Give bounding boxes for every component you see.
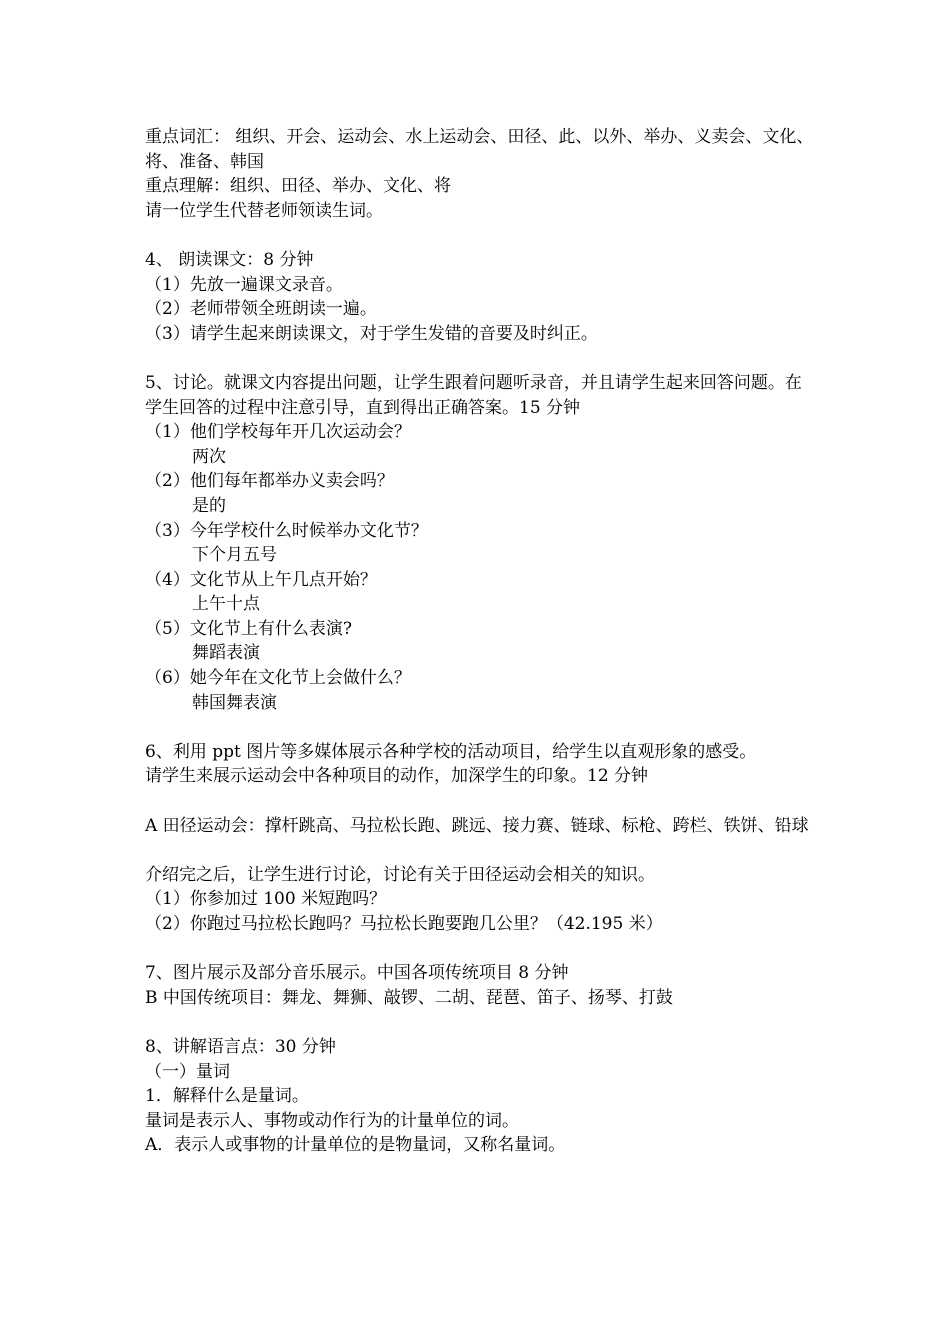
text-line: B 中国传统项目：舞龙、舞狮、敲锣、二胡、琵琶、笛子、扬琴、打鼓 bbox=[145, 987, 673, 1008]
text-line: 5、讨论。就课文内容提出问题，让学生跟着问题听录音，并且请学生起来回答问题。在学生回答的过程中注意引导，直到得出正确答案。15 分钟 bbox=[145, 372, 802, 418]
text-line: （1）他们学校每年开几次运动会？ bbox=[145, 422, 411, 443]
text-line: 介绍完之后，让学生进行讨论，讨论有关于田径运动会相关的知识。 bbox=[145, 864, 655, 885]
text-line: 1．解释什么是量词。 bbox=[145, 1086, 309, 1107]
blank-line bbox=[145, 1010, 815, 1035]
text-line: A．表示人或事物的计量单位的是物量词，又称名量词。 bbox=[145, 1135, 566, 1156]
text-line: （2）你跑过马拉松长跑吗？马拉松长跑要跑几公里？（42.195 米） bbox=[145, 914, 663, 934]
answer-line: 上午十点 bbox=[192, 594, 260, 615]
text-line: A 田径运动会：撑杆跳高、马拉松长跑、跳远、接力赛、链球、标枪、跨栏、铁饼、铅球 bbox=[145, 815, 809, 836]
document-body bbox=[145, 125, 815, 1158]
blank-line bbox=[145, 223, 815, 248]
blank-line bbox=[145, 789, 815, 814]
blank-line bbox=[145, 346, 815, 371]
answer-line: 两次 bbox=[192, 446, 226, 467]
text-line: （3）请学生起来朗读课文，对于学生发错的音要及时纠正。 bbox=[145, 323, 598, 344]
text-line: 量词是表示人、事物或动作行为的计量单位的词。 bbox=[145, 1110, 519, 1131]
answer-line: 韩国舞表演 bbox=[192, 692, 277, 713]
text-line: （一）量词 bbox=[145, 1061, 230, 1082]
text-line: （6）她今年在文化节上会做什么？ bbox=[145, 668, 411, 689]
text-line: （1）你参加过 100 米短跑吗？ bbox=[145, 889, 387, 910]
text-line: 7、图片展示及部分音乐展示。中国各项传统项目 8 分钟 bbox=[145, 963, 569, 984]
answer-line: 舞蹈表演 bbox=[192, 643, 260, 664]
text-line: （2）他们每年都举办义卖会吗？ bbox=[145, 471, 394, 492]
text-line: （2）老师带领全班朗读一遍。 bbox=[145, 299, 377, 320]
blank-line bbox=[145, 715, 815, 740]
blank-line bbox=[145, 838, 815, 863]
text-line: （3）今年学校什么时候举办文化节？ bbox=[145, 520, 428, 541]
blank-line bbox=[145, 937, 815, 962]
text-line: 6、利用 ppt 图片等多媒体展示各种学校的活动项目，给学生以直观形象的感受。 bbox=[145, 741, 757, 762]
text-line: （5）文化节上有什么表演? bbox=[145, 618, 352, 639]
text-line: 重点理解：组织、田径、举办、文化、将 bbox=[145, 176, 451, 197]
text-line: 4、 朗读课文：8 分钟 bbox=[145, 249, 314, 270]
answer-line: 下个月五号 bbox=[192, 545, 277, 566]
text-line: 请学生来展示运动会中各种项目的动作，加深学生的印象。12 分钟 bbox=[145, 766, 649, 787]
text-line: （1）先放一遍课文录音。 bbox=[145, 274, 343, 295]
text-line: 重点词汇： 组织、开会、运动会、水上运动会、田径、此、以外、举办、义卖会、文化、将、准备、韩国 bbox=[145, 127, 814, 172]
text-line: （4）文化节从上午几点开始？ bbox=[145, 569, 377, 590]
answer-line: 是的 bbox=[192, 495, 226, 516]
text-line: 请一位学生代替老师领读生词。 bbox=[145, 200, 383, 221]
text-line: 8、讲解语言点：30 分钟 bbox=[145, 1036, 336, 1057]
